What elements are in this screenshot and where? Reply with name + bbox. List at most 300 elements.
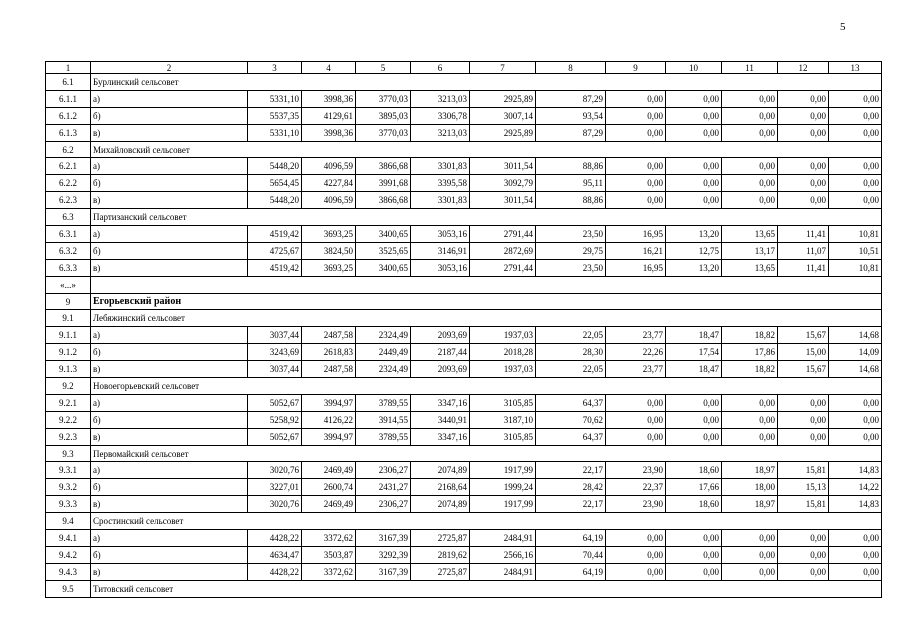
row-label: в) bbox=[91, 361, 248, 378]
value-cell: 0,00 bbox=[778, 563, 829, 580]
value-cell: 0,00 bbox=[666, 411, 722, 428]
value-cell: 3503,87 bbox=[302, 546, 356, 563]
value-cell: 3227,01 bbox=[248, 479, 302, 496]
value-cell: 0,00 bbox=[829, 394, 882, 411]
table-row bbox=[46, 344, 882, 361]
value-cell: 88,86 bbox=[536, 158, 606, 175]
tariff-table bbox=[45, 61, 882, 598]
value-cell: 2074,89 bbox=[411, 496, 470, 513]
value-cell: 13,17 bbox=[722, 242, 778, 259]
value-cell: 23,77 bbox=[606, 327, 666, 344]
value-cell: 0,00 bbox=[722, 175, 778, 192]
value-cell: 10,81 bbox=[829, 259, 882, 276]
value-cell: 3991,68 bbox=[356, 175, 411, 192]
value-cell: 14,83 bbox=[829, 462, 882, 479]
value-cell: 0,00 bbox=[722, 411, 778, 428]
value-cell: 10,81 bbox=[829, 226, 882, 243]
value-cell: 5448,20 bbox=[248, 192, 302, 209]
table-row bbox=[46, 428, 882, 445]
row-code: 6.2.1 bbox=[46, 158, 91, 175]
value-cell: 13,20 bbox=[666, 259, 722, 276]
value-cell: 2791,44 bbox=[470, 226, 536, 243]
section-row bbox=[46, 378, 882, 395]
row-code: 6.1.3 bbox=[46, 124, 91, 141]
value-cell: 3525,65 bbox=[356, 242, 411, 259]
value-cell: 3053,16 bbox=[411, 259, 470, 276]
value-cell: 3105,85 bbox=[470, 428, 536, 445]
value-cell: 13,65 bbox=[722, 226, 778, 243]
value-cell: 2791,44 bbox=[470, 259, 536, 276]
value-cell: 2187,44 bbox=[411, 344, 470, 361]
value-cell: 3301,83 bbox=[411, 158, 470, 175]
value-cell: 4126,22 bbox=[302, 411, 356, 428]
value-cell: 5331,10 bbox=[248, 90, 302, 107]
value-cell: 2093,69 bbox=[411, 361, 470, 378]
section-title: Сростинский сельсовет bbox=[91, 513, 882, 530]
value-cell: 2600,74 bbox=[302, 479, 356, 496]
row-code: 9.1.2 bbox=[46, 344, 91, 361]
table-row bbox=[46, 259, 882, 276]
row-label: б) bbox=[91, 242, 248, 259]
section-row bbox=[46, 310, 882, 327]
value-cell: 3895,03 bbox=[356, 107, 411, 124]
value-cell: 0,00 bbox=[829, 563, 882, 580]
row-label: б) bbox=[91, 175, 248, 192]
row-code: 9.2.1 bbox=[46, 394, 91, 411]
value-cell: 3998,36 bbox=[302, 90, 356, 107]
value-cell: 0,00 bbox=[829, 546, 882, 563]
value-cell: 3914,55 bbox=[356, 411, 411, 428]
district-title: Егорьевский район bbox=[91, 293, 882, 310]
column-number-cell: 6 bbox=[411, 62, 470, 74]
value-cell: 18,47 bbox=[666, 327, 722, 344]
table-row bbox=[46, 546, 882, 563]
value-cell: 17,66 bbox=[666, 479, 722, 496]
value-cell: 0,00 bbox=[606, 175, 666, 192]
row-code: 9.4.1 bbox=[46, 530, 91, 547]
value-cell: 22,05 bbox=[536, 327, 606, 344]
row-label: а) bbox=[91, 462, 248, 479]
value-cell: 3213,03 bbox=[411, 124, 470, 141]
value-cell: 0,00 bbox=[606, 546, 666, 563]
table-row bbox=[46, 226, 882, 243]
value-cell: 3693,25 bbox=[302, 259, 356, 276]
section-title: Лебяжинский сельсовет bbox=[91, 310, 882, 327]
value-cell: 0,00 bbox=[666, 124, 722, 141]
value-cell: 0,00 bbox=[829, 158, 882, 175]
value-cell: 22,17 bbox=[536, 496, 606, 513]
value-cell: 2168,64 bbox=[411, 479, 470, 496]
value-cell: 17,86 bbox=[722, 344, 778, 361]
table-row bbox=[46, 192, 882, 209]
value-cell: 5052,67 bbox=[248, 394, 302, 411]
row-label: в) bbox=[91, 192, 248, 209]
column-number-cell: 2 bbox=[91, 62, 248, 74]
row-code: 9.3.1 bbox=[46, 462, 91, 479]
table-row bbox=[46, 530, 882, 547]
value-cell: 2725,87 bbox=[411, 563, 470, 580]
value-cell: 88,86 bbox=[536, 192, 606, 209]
value-cell: 11,41 bbox=[778, 226, 829, 243]
row-code: 6.1.2 bbox=[46, 107, 91, 124]
table-row bbox=[46, 496, 882, 513]
value-cell: 3092,79 bbox=[470, 175, 536, 192]
value-cell: 3020,76 bbox=[248, 496, 302, 513]
value-cell: 0,00 bbox=[722, 90, 778, 107]
value-cell: 2306,27 bbox=[356, 496, 411, 513]
value-cell: 3306,78 bbox=[411, 107, 470, 124]
value-cell: 2449,49 bbox=[356, 344, 411, 361]
value-cell: 12,75 bbox=[666, 242, 722, 259]
row-code: «...» bbox=[46, 276, 91, 293]
column-number-cell: 4 bbox=[302, 62, 356, 74]
value-cell: 2093,69 bbox=[411, 327, 470, 344]
value-cell: 29,75 bbox=[536, 242, 606, 259]
value-cell: 22,05 bbox=[536, 361, 606, 378]
value-cell: 93,54 bbox=[536, 107, 606, 124]
value-cell: 2725,87 bbox=[411, 530, 470, 547]
row-code: 6.3.3 bbox=[46, 259, 91, 276]
table-row bbox=[46, 242, 882, 259]
value-cell: 2487,58 bbox=[302, 361, 356, 378]
value-cell: 4519,42 bbox=[248, 226, 302, 243]
table-row bbox=[46, 394, 882, 411]
table-row bbox=[46, 175, 882, 192]
value-cell: 3395,58 bbox=[411, 175, 470, 192]
value-cell: 22,37 bbox=[606, 479, 666, 496]
row-label: б) bbox=[91, 344, 248, 361]
value-cell: 3347,16 bbox=[411, 394, 470, 411]
value-cell: 28,30 bbox=[536, 344, 606, 361]
value-cell: 0,00 bbox=[778, 175, 829, 192]
value-cell: 0,00 bbox=[722, 394, 778, 411]
value-cell: 3292,39 bbox=[356, 546, 411, 563]
row-code: 9.2.3 bbox=[46, 428, 91, 445]
table-row bbox=[46, 107, 882, 124]
value-cell: 23,90 bbox=[606, 496, 666, 513]
row-label: в) bbox=[91, 563, 248, 580]
value-cell: 14,83 bbox=[829, 496, 882, 513]
value-cell: 1937,03 bbox=[470, 327, 536, 344]
value-cell: 3037,44 bbox=[248, 361, 302, 378]
row-label: а) bbox=[91, 327, 248, 344]
value-cell: 14,22 bbox=[829, 479, 882, 496]
column-number-cell: 3 bbox=[248, 62, 302, 74]
row-code: 9.1 bbox=[46, 310, 91, 327]
value-cell: 0,00 bbox=[666, 192, 722, 209]
value-cell: 5537,35 bbox=[248, 107, 302, 124]
value-cell: 0,00 bbox=[666, 158, 722, 175]
value-cell: 2324,49 bbox=[356, 361, 411, 378]
column-number-cell: 12 bbox=[778, 62, 829, 74]
value-cell: 18,60 bbox=[666, 462, 722, 479]
value-cell: 11,07 bbox=[778, 242, 829, 259]
value-cell: 3020,76 bbox=[248, 462, 302, 479]
value-cell: 64,19 bbox=[536, 530, 606, 547]
row-label: в) bbox=[91, 124, 248, 141]
value-cell: 0,00 bbox=[606, 563, 666, 580]
row-label: а) bbox=[91, 90, 248, 107]
section-title: Новоегорьевский сельсовет bbox=[91, 378, 882, 395]
column-number-row bbox=[46, 62, 882, 74]
value-cell: 3243,69 bbox=[248, 344, 302, 361]
value-cell: 3998,36 bbox=[302, 124, 356, 141]
value-cell: 3011,54 bbox=[470, 158, 536, 175]
section-title: Бурлинский сельсовет bbox=[91, 74, 882, 91]
row-code: 9.1.1 bbox=[46, 327, 91, 344]
value-cell: 10,51 bbox=[829, 242, 882, 259]
row-code: 6.1.1 bbox=[46, 90, 91, 107]
value-cell: 5331,10 bbox=[248, 124, 302, 141]
value-cell: 70,62 bbox=[536, 411, 606, 428]
value-cell: 0,00 bbox=[778, 192, 829, 209]
value-cell: 16,21 bbox=[606, 242, 666, 259]
value-cell: 0,00 bbox=[829, 107, 882, 124]
value-cell: 2324,49 bbox=[356, 327, 411, 344]
value-cell: 64,37 bbox=[536, 394, 606, 411]
value-cell: 0,00 bbox=[829, 428, 882, 445]
section-title bbox=[91, 276, 882, 293]
value-cell: 3400,65 bbox=[356, 259, 411, 276]
value-cell: 22,17 bbox=[536, 462, 606, 479]
value-cell: 23,50 bbox=[536, 226, 606, 243]
value-cell: 0,00 bbox=[666, 530, 722, 547]
value-cell: 14,68 bbox=[829, 361, 882, 378]
row-code: 9.1.3 bbox=[46, 361, 91, 378]
value-cell: 0,00 bbox=[666, 428, 722, 445]
value-cell: 1917,99 bbox=[470, 462, 536, 479]
value-cell: 3011,54 bbox=[470, 192, 536, 209]
value-cell: 0,00 bbox=[666, 90, 722, 107]
table-row bbox=[46, 327, 882, 344]
value-cell: 15,00 bbox=[778, 344, 829, 361]
table-row bbox=[46, 158, 882, 175]
value-cell: 87,29 bbox=[536, 124, 606, 141]
row-label: б) bbox=[91, 546, 248, 563]
value-cell: 16,95 bbox=[606, 259, 666, 276]
value-cell: 3301,83 bbox=[411, 192, 470, 209]
row-code: 6.3 bbox=[46, 209, 91, 226]
table-row bbox=[46, 411, 882, 428]
value-cell: 0,00 bbox=[606, 158, 666, 175]
value-cell: 0,00 bbox=[722, 428, 778, 445]
value-cell: 23,90 bbox=[606, 462, 666, 479]
value-cell: 3400,65 bbox=[356, 226, 411, 243]
value-cell: 0,00 bbox=[606, 530, 666, 547]
value-cell: 3770,03 bbox=[356, 90, 411, 107]
section-row bbox=[46, 141, 882, 158]
ellipsis-row bbox=[46, 276, 882, 293]
row-code: 6.2.2 bbox=[46, 175, 91, 192]
row-code: 9.5 bbox=[46, 580, 91, 597]
value-cell: 0,00 bbox=[606, 411, 666, 428]
value-cell: 2431,27 bbox=[356, 479, 411, 496]
value-cell: 0,00 bbox=[722, 124, 778, 141]
column-number-cell: 8 bbox=[536, 62, 606, 74]
value-cell: 2487,58 bbox=[302, 327, 356, 344]
value-cell: 18,00 bbox=[722, 479, 778, 496]
value-cell: 95,11 bbox=[536, 175, 606, 192]
value-cell: 23,77 bbox=[606, 361, 666, 378]
row-code: 9.4 bbox=[46, 513, 91, 530]
column-number-cell: 5 bbox=[356, 62, 411, 74]
column-number-cell: 7 bbox=[470, 62, 536, 74]
value-cell: 15,67 bbox=[778, 327, 829, 344]
row-code: 6.1 bbox=[46, 74, 91, 91]
value-cell: 13,20 bbox=[666, 226, 722, 243]
value-cell: 2872,69 bbox=[470, 242, 536, 259]
row-code: 9.3 bbox=[46, 445, 91, 462]
value-cell: 0,00 bbox=[778, 428, 829, 445]
section-row bbox=[46, 513, 882, 530]
value-cell: 4725,67 bbox=[248, 242, 302, 259]
section-row bbox=[46, 580, 882, 597]
value-cell: 3440,91 bbox=[411, 411, 470, 428]
value-cell: 22,26 bbox=[606, 344, 666, 361]
row-code: 6.2 bbox=[46, 141, 91, 158]
column-number-cell: 9 bbox=[606, 62, 666, 74]
value-cell: 4096,59 bbox=[302, 192, 356, 209]
value-cell: 5654,45 bbox=[248, 175, 302, 192]
value-cell: 0,00 bbox=[778, 158, 829, 175]
value-cell: 87,29 bbox=[536, 90, 606, 107]
table-row bbox=[46, 479, 882, 496]
value-cell: 3770,03 bbox=[356, 124, 411, 141]
value-cell: 3789,55 bbox=[356, 394, 411, 411]
value-cell: 28,42 bbox=[536, 479, 606, 496]
row-label: а) bbox=[91, 394, 248, 411]
section-title: Первомайский сельсовет bbox=[91, 445, 882, 462]
table-body bbox=[46, 62, 882, 598]
value-cell: 16,95 bbox=[606, 226, 666, 243]
value-cell: 0,00 bbox=[606, 192, 666, 209]
value-cell: 18,97 bbox=[722, 462, 778, 479]
value-cell: 3789,55 bbox=[356, 428, 411, 445]
value-cell: 2484,91 bbox=[470, 563, 536, 580]
row-code: 9.4.3 bbox=[46, 563, 91, 580]
value-cell: 2074,89 bbox=[411, 462, 470, 479]
table-row bbox=[46, 563, 882, 580]
value-cell: 64,19 bbox=[536, 563, 606, 580]
value-cell: 4428,22 bbox=[248, 563, 302, 580]
value-cell: 18,97 bbox=[722, 496, 778, 513]
row-label: б) bbox=[91, 107, 248, 124]
value-cell: 3146,91 bbox=[411, 242, 470, 259]
column-number-cell: 10 bbox=[666, 62, 722, 74]
value-cell: 18,82 bbox=[722, 361, 778, 378]
value-cell: 0,00 bbox=[606, 124, 666, 141]
value-cell: 3007,14 bbox=[470, 107, 536, 124]
value-cell: 0,00 bbox=[829, 175, 882, 192]
value-cell: 3372,62 bbox=[302, 530, 356, 547]
row-label: в) bbox=[91, 259, 248, 276]
value-cell: 0,00 bbox=[778, 90, 829, 107]
value-cell: 0,00 bbox=[778, 411, 829, 428]
value-cell: 0,00 bbox=[666, 563, 722, 580]
value-cell: 1937,03 bbox=[470, 361, 536, 378]
row-label: а) bbox=[91, 226, 248, 243]
table-row bbox=[46, 462, 882, 479]
row-code: 9.4.2 bbox=[46, 546, 91, 563]
row-code: 9.2 bbox=[46, 378, 91, 395]
value-cell: 2925,89 bbox=[470, 90, 536, 107]
value-cell: 4634,47 bbox=[248, 546, 302, 563]
value-cell: 4519,42 bbox=[248, 259, 302, 276]
value-cell: 18,47 bbox=[666, 361, 722, 378]
value-cell: 2484,91 bbox=[470, 530, 536, 547]
value-cell: 15,81 bbox=[778, 496, 829, 513]
value-cell: 5448,20 bbox=[248, 158, 302, 175]
value-cell: 0,00 bbox=[606, 394, 666, 411]
value-cell: 64,37 bbox=[536, 428, 606, 445]
value-cell: 0,00 bbox=[722, 530, 778, 547]
value-cell: 5052,67 bbox=[248, 428, 302, 445]
value-cell: 0,00 bbox=[666, 107, 722, 124]
row-code: 9.3.2 bbox=[46, 479, 91, 496]
value-cell: 0,00 bbox=[606, 428, 666, 445]
page-number: 5 bbox=[840, 21, 846, 33]
value-cell: 1917,99 bbox=[470, 496, 536, 513]
row-label: а) bbox=[91, 158, 248, 175]
row-label: в) bbox=[91, 496, 248, 513]
value-cell: 4227,84 bbox=[302, 175, 356, 192]
value-cell: 0,00 bbox=[666, 175, 722, 192]
value-cell: 1999,24 bbox=[470, 479, 536, 496]
value-cell: 2925,89 bbox=[470, 124, 536, 141]
table-row bbox=[46, 124, 882, 141]
value-cell: 0,00 bbox=[722, 192, 778, 209]
value-cell: 0,00 bbox=[722, 158, 778, 175]
table-row bbox=[46, 90, 882, 107]
value-cell: 3347,16 bbox=[411, 428, 470, 445]
value-cell: 2618,83 bbox=[302, 344, 356, 361]
value-cell: 2018,28 bbox=[470, 344, 536, 361]
column-number-cell: 13 bbox=[829, 62, 882, 74]
value-cell: 0,00 bbox=[778, 124, 829, 141]
value-cell: 3167,39 bbox=[356, 563, 411, 580]
value-cell: 3053,16 bbox=[411, 226, 470, 243]
section-row bbox=[46, 209, 882, 226]
value-cell: 0,00 bbox=[829, 90, 882, 107]
value-cell: 3866,68 bbox=[356, 158, 411, 175]
value-cell: 23,50 bbox=[536, 259, 606, 276]
value-cell: 3693,25 bbox=[302, 226, 356, 243]
row-code: 6.3.1 bbox=[46, 226, 91, 243]
value-cell: 5258,92 bbox=[248, 411, 302, 428]
value-cell: 3866,68 bbox=[356, 192, 411, 209]
table-row bbox=[46, 361, 882, 378]
value-cell: 0,00 bbox=[829, 530, 882, 547]
value-cell: 2306,27 bbox=[356, 462, 411, 479]
value-cell: 18,82 bbox=[722, 327, 778, 344]
value-cell: 2469,49 bbox=[302, 462, 356, 479]
row-label: б) bbox=[91, 411, 248, 428]
value-cell: 3994,97 bbox=[302, 428, 356, 445]
value-cell: 14,68 bbox=[829, 327, 882, 344]
value-cell: 0,00 bbox=[829, 411, 882, 428]
value-cell: 3187,10 bbox=[470, 411, 536, 428]
row-label: б) bbox=[91, 479, 248, 496]
value-cell: 0,00 bbox=[778, 530, 829, 547]
value-cell: 0,00 bbox=[606, 107, 666, 124]
district-row bbox=[46, 293, 882, 310]
value-cell: 15,67 bbox=[778, 361, 829, 378]
column-number-cell: 11 bbox=[722, 62, 778, 74]
value-cell: 15,81 bbox=[778, 462, 829, 479]
section-title: Титовский сельсовет bbox=[91, 580, 882, 597]
value-cell: 3037,44 bbox=[248, 327, 302, 344]
section-title: Михайловский сельсовет bbox=[91, 141, 882, 158]
